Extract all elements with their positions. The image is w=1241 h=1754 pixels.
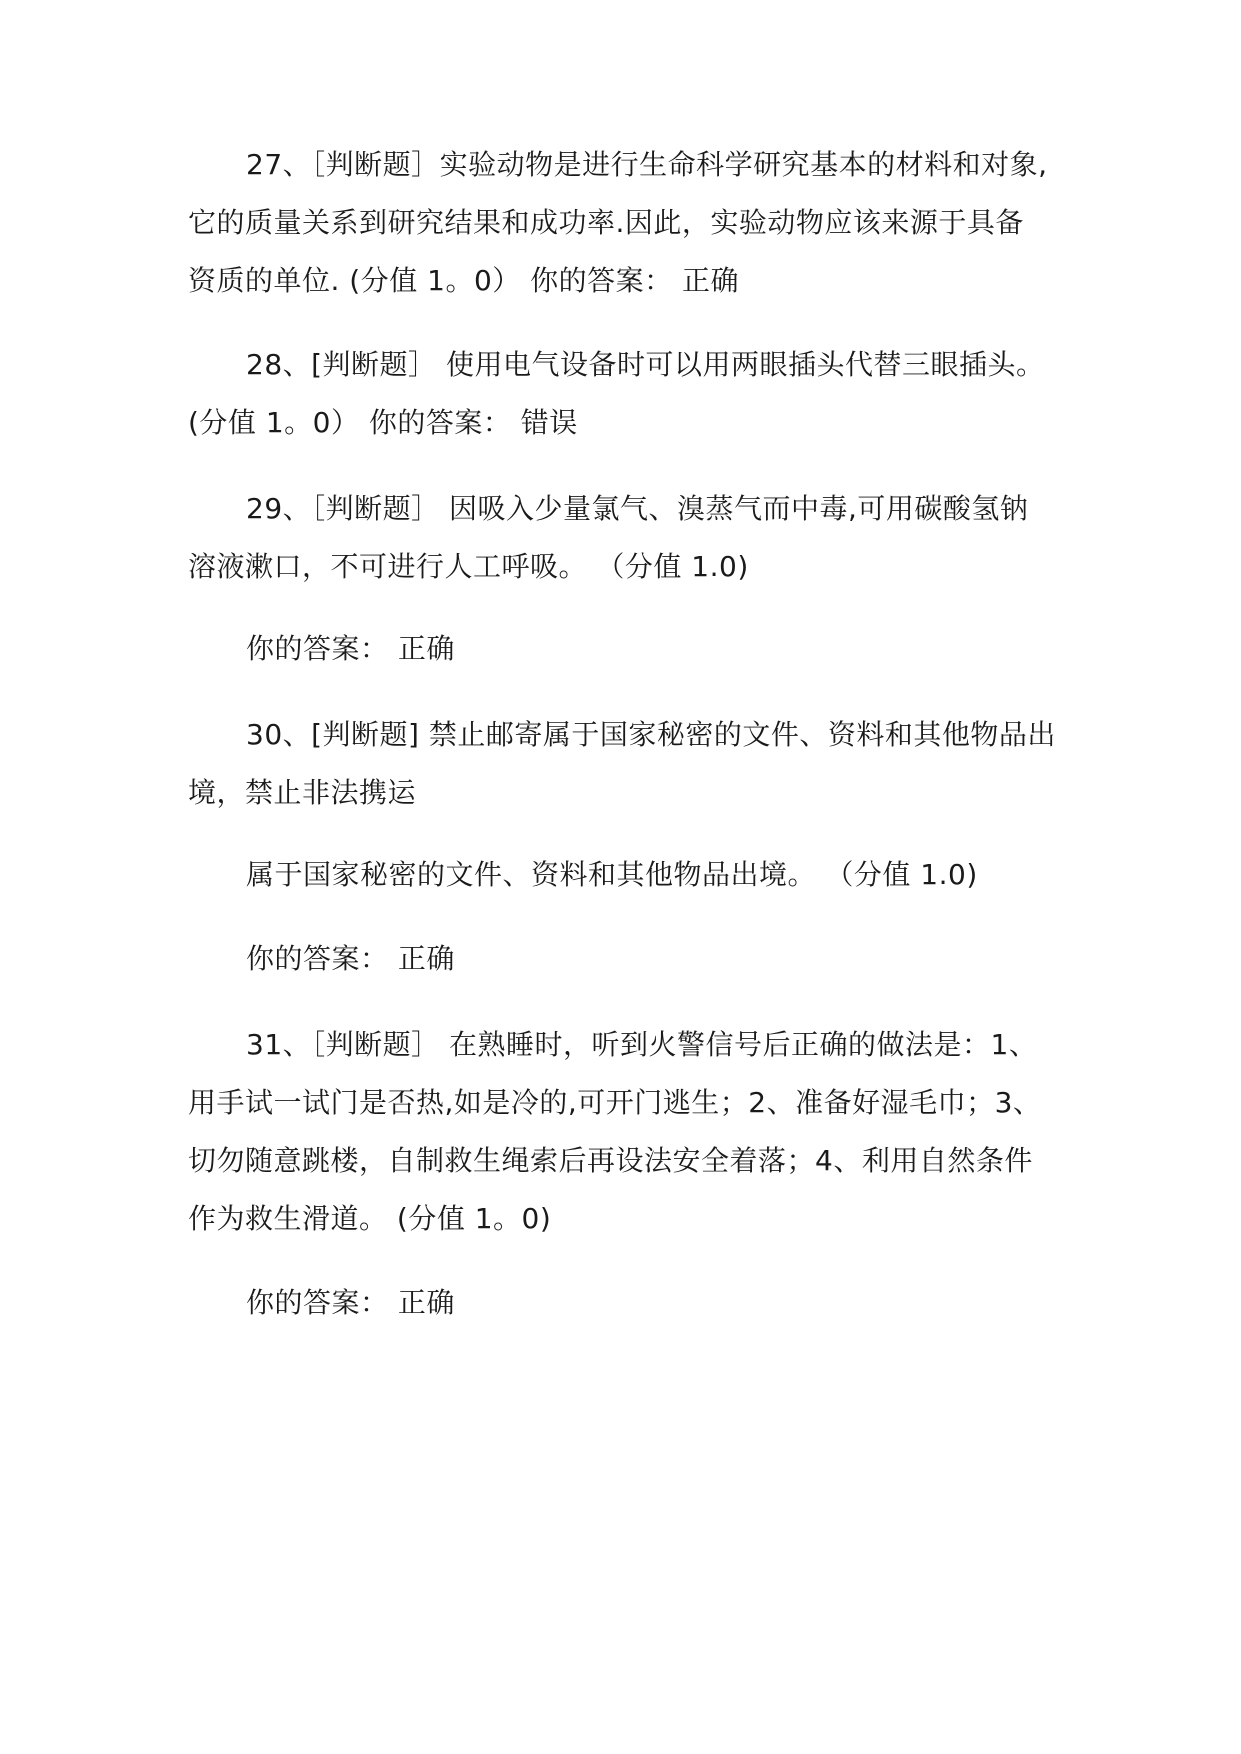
question-27 xyxy=(188,136,1068,310)
question-line: 31、［判断题］ 在熟睡时，听到火警信号后正确的做法是：1、 xyxy=(246,1028,1038,1061)
question-30-continuation xyxy=(188,846,1068,904)
question-line: 27、［判断题］实验动物是进行生命科学研究基本的材料和对象, xyxy=(246,148,1048,181)
question-line: 它的质量关系到研究结果和成功率.因此，实验动物应该来源于具备 xyxy=(188,206,1024,239)
answer-31 xyxy=(188,1274,1068,1332)
question-line: 28、[判断题］ 使用电气设备时可以用两眼插头代替三眼插头。 xyxy=(246,348,1045,381)
answer-line: 你的答案： 正确 xyxy=(246,942,455,975)
question-line: 境，禁止非法携运 xyxy=(188,776,417,809)
answer-line: 你的答案： 正确 xyxy=(246,1286,455,1319)
question-line: 29、［判断题］ 因吸入少量氯气、溴蒸气而中毒,可用碳酸氢钠 xyxy=(246,492,1029,525)
question-line: 资质的单位. (分值 1。0） 你的答案： 正确 xyxy=(188,264,740,297)
question-30 xyxy=(188,706,1068,822)
question-line: 作为救生滑道。 (分值 1。0) xyxy=(188,1202,552,1235)
question-line: 溶液漱口，不可进行人工呼吸。 （分值 1.0) xyxy=(188,550,749,583)
question-31 xyxy=(188,1016,1068,1248)
question-line: 切勿随意跳楼，自制救生绳索后再设法安全着落；4、利用自然条件 xyxy=(188,1144,1033,1177)
question-28 xyxy=(188,336,1068,452)
question-line: 属于国家秘密的文件、资料和其他物品出境。 （分值 1.0) xyxy=(246,858,978,891)
question-line: 用手试一试门是否热,如是冷的,可开门逃生；2、准备好湿毛巾；3、 xyxy=(188,1086,1042,1119)
answer-line: 你的答案： 正确 xyxy=(246,632,455,665)
question-line: (分值 1。0） 你的答案： 错误 xyxy=(188,406,578,439)
question-29 xyxy=(188,480,1068,596)
answer-29 xyxy=(188,620,1068,678)
question-line: 30、[判断题] 禁止邮寄属于国家秘密的文件、资料和其他物品出 xyxy=(246,718,1056,751)
answer-30 xyxy=(188,930,1068,988)
